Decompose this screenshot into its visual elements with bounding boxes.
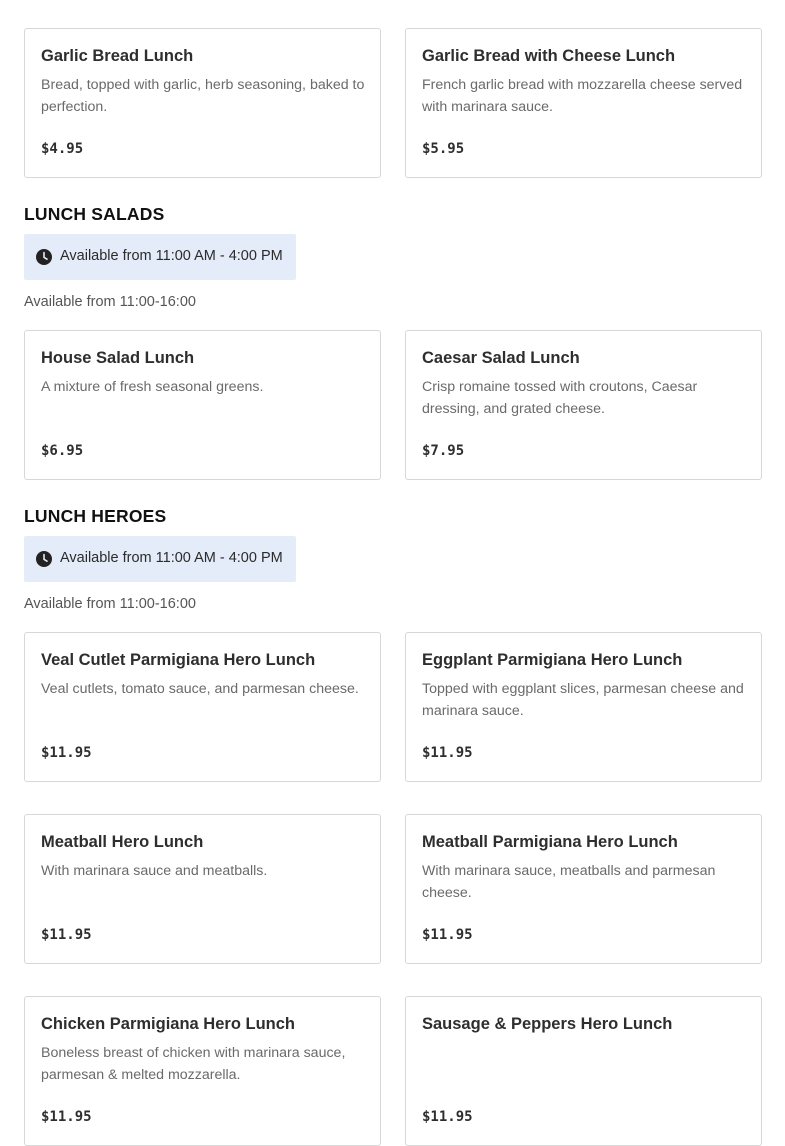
menu-row bbox=[24, 996, 761, 1125]
menu-item-card[interactable] bbox=[405, 996, 762, 1146]
item-price: $6.95 bbox=[41, 443, 84, 459]
item-name: Meatball Parmigiana Hero Lunch bbox=[422, 833, 678, 851]
item-price: $11.95 bbox=[422, 745, 473, 761]
menu-item-card[interactable] bbox=[405, 632, 762, 782]
item-name: Chicken Parmigiana Hero Lunch bbox=[41, 1015, 295, 1033]
item-name: Garlic Bread with Cheese Lunch bbox=[422, 47, 676, 65]
menu-row bbox=[24, 814, 761, 964]
availability-label: Available from 11:00 AM - 4:00 PM bbox=[60, 248, 283, 264]
clock-icon bbox=[36, 249, 52, 265]
item-name: Veal Cutlet Parmigiana Hero Lunch bbox=[41, 651, 316, 669]
menu-item-card[interactable] bbox=[24, 632, 381, 782]
menu-row bbox=[24, 28, 761, 178]
item-name: Caesar Salad Lunch bbox=[422, 349, 580, 367]
availability-note: Available from 11:00-16:00 bbox=[24, 596, 196, 612]
item-price: $7.95 bbox=[422, 443, 465, 459]
item-price: $4.95 bbox=[41, 141, 84, 157]
item-price: $11.95 bbox=[422, 927, 473, 943]
item-description: Bread, topped with garlic, herb seasoning, baked to perfection. bbox=[41, 77, 365, 115]
item-description: Topped with eggplant slices, parmesan cheese and marinara sauce. bbox=[422, 681, 744, 719]
availability-badge bbox=[24, 536, 296, 582]
availability-note: Available from 11:00-16:00 bbox=[24, 294, 196, 310]
item-name: House Salad Lunch bbox=[41, 349, 195, 367]
availability-badge bbox=[24, 234, 296, 280]
item-price: $5.95 bbox=[422, 141, 465, 157]
item-name: Eggplant Parmigiana Hero Lunch bbox=[422, 651, 683, 669]
menu-item-card[interactable] bbox=[405, 330, 762, 480]
item-price: $11.95 bbox=[41, 745, 92, 761]
item-name: Garlic Bread Lunch bbox=[41, 47, 194, 65]
section-title-lunch-heroes: LUNCH HEROES bbox=[24, 506, 167, 526]
item-description: With marinara sauce, meatballs and parmesan cheese. bbox=[422, 863, 716, 901]
availability-label: Available from 11:00 AM - 4:00 PM bbox=[60, 550, 283, 566]
item-price: $11.95 bbox=[41, 927, 92, 943]
menu-row bbox=[24, 632, 761, 782]
menu-item-card[interactable] bbox=[405, 814, 762, 964]
menu-item-card[interactable] bbox=[24, 814, 381, 964]
section-title-lunch-salads: LUNCH SALADS bbox=[24, 204, 165, 224]
item-name: Sausage & Peppers Hero Lunch bbox=[422, 1015, 673, 1033]
menu-item-card[interactable] bbox=[405, 28, 762, 178]
item-description: Veal cutlets, tomato sauce, and parmesan cheese. bbox=[41, 681, 359, 697]
item-description: With marinara sauce and meatballs. bbox=[41, 863, 268, 879]
menu-row bbox=[24, 330, 761, 480]
menu-item-card[interactable] bbox=[24, 330, 381, 480]
item-description: Crisp romaine tossed with croutons, Caesar dressing, and grated cheese. bbox=[422, 379, 698, 417]
item-name: Meatball Hero Lunch bbox=[41, 833, 204, 851]
menu-item-card[interactable] bbox=[24, 28, 381, 178]
item-description: Boneless breast of chicken with marinara sauce, parmesan & melted mozzarella. bbox=[41, 1045, 346, 1083]
item-description: A mixture of fresh seasonal greens. bbox=[41, 379, 264, 395]
item-description: French garlic bread with mozzarella cheese served with marinara sauce. bbox=[422, 77, 743, 115]
menu-item-card[interactable] bbox=[24, 996, 381, 1146]
clock-icon bbox=[36, 551, 52, 567]
item-price: $11.95 bbox=[41, 1109, 92, 1125]
item-price: $11.95 bbox=[422, 1109, 473, 1125]
